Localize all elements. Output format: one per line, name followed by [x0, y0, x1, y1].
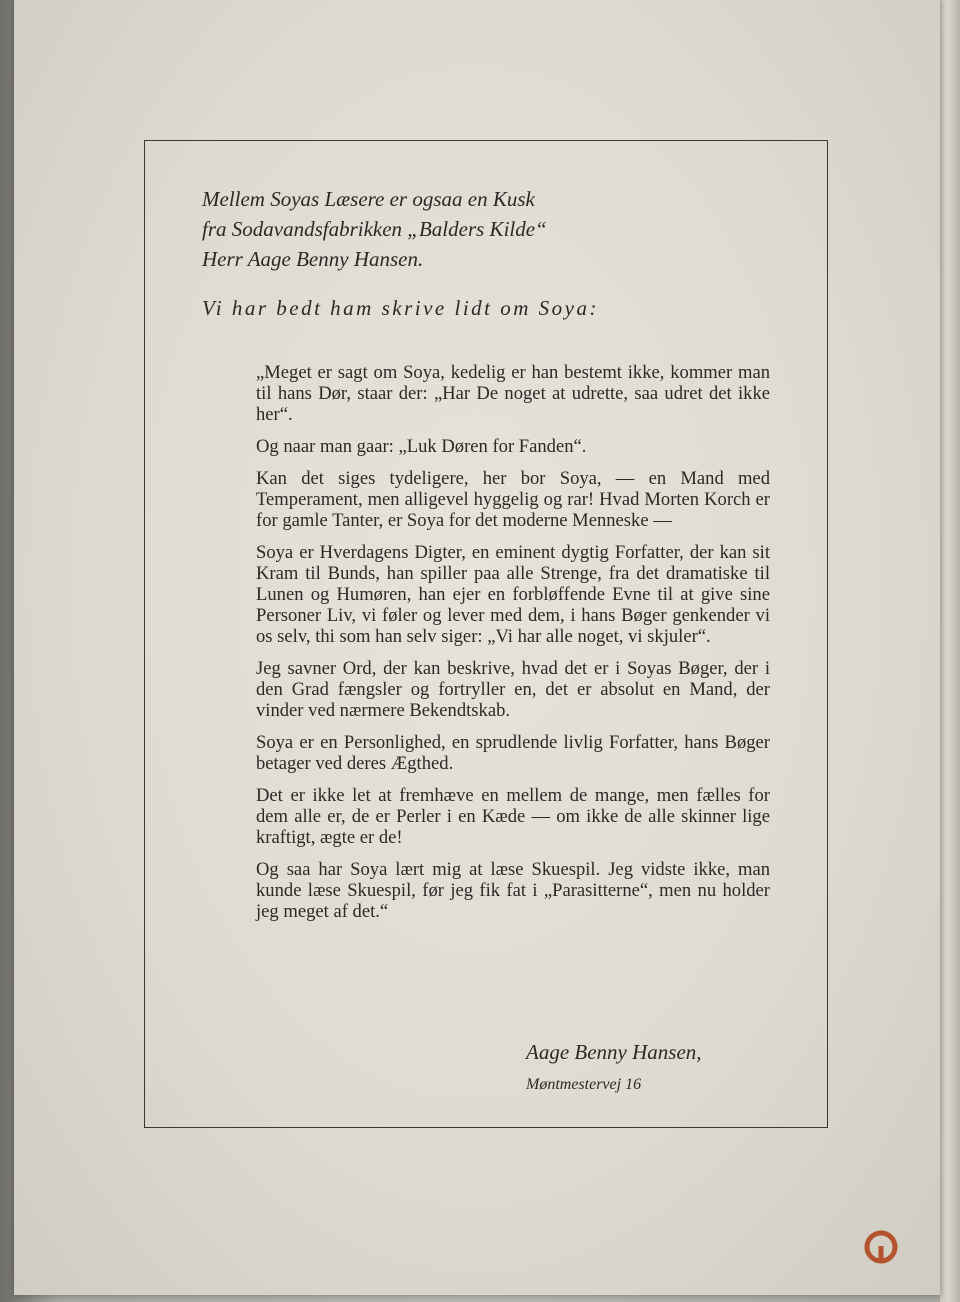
paragraph-4: Soya er Hverdagens Digter, en eminent dygtig Forfatter, der kan sit Kram til Bunds, han spiller paa alle Strenge, fra det dramatiske til Lunen og Humøren, han ejer en forbløffende Evne til at give sine Personer Liv, vi føler og lever med dem, i hans Bøger genkender vi os selv, thi som han selv siger: „Vi har alle noget, vi skjuler“.	[256, 542, 770, 647]
intro-block	[202, 184, 762, 274]
paragraph-5: Jeg savner Ord, der kan beskrive, hvad det er i Soyas Bøger, der i den Grad fængsler og fortryller en, det er absolut en Mand, der vinder ved nærmere Bekendtskab.	[256, 658, 770, 721]
intro-line-3: Herr Aage Benny Hansen.	[202, 247, 424, 271]
lead-line: Vi har bedt ham skrive lidt om Soya:	[202, 296, 599, 320]
paragraph-7: Det er ikke let at fremhæve en mellem de mange, men fælles for dem alle er, de er Perler i en Kæde — om ikke de alle skinner lige kraftigt, ægte er de!	[256, 785, 770, 848]
paragraph-6: Soya er en Personlighed, en sprudlende livlig Forfatter, hans Bøger betager ved deres Ægthed.	[256, 732, 770, 774]
signature-name: Aage Benny Hansen,	[526, 1040, 702, 1064]
page-stack-edge	[940, 0, 960, 1302]
signature-address: Møntmestervej 16	[526, 1076, 642, 1093]
paragraph-2: Og naar man gaar: „Luk Døren for Fanden“.	[256, 436, 587, 457]
paragraph-8: Og saa har Soya lært mig at læse Skuespil. Jeg vidste ikke, man kunde læse Skuespil, før jeg fik fat i „Parasitterne“, men nu holder jeg meget af det.“	[256, 859, 770, 922]
paragraph-3: Kan det siges tydeligere, her bor Soya, — en Mand med Temperament, men alligevel hyggelig og rar! Hvad Morten Korch er for gamle Tanter, er Soya for det moderne Menneske —	[256, 468, 770, 531]
testimonial-body	[256, 362, 770, 933]
publisher-logo-icon	[864, 1230, 898, 1264]
intro-line-2: fra Sodavandsfabrikken „Balders Kilde“	[202, 217, 547, 241]
paragraph-1: „Meget er sagt om Soya, kedelig er han bestemt ikke, kommer man til hans Dør, staar der: „Har De noget at udrette, saa udret det ikke her“.	[256, 362, 770, 425]
intro-line-1: Mellem Soyas Læsere er ogsaa en Kusk	[202, 187, 535, 211]
